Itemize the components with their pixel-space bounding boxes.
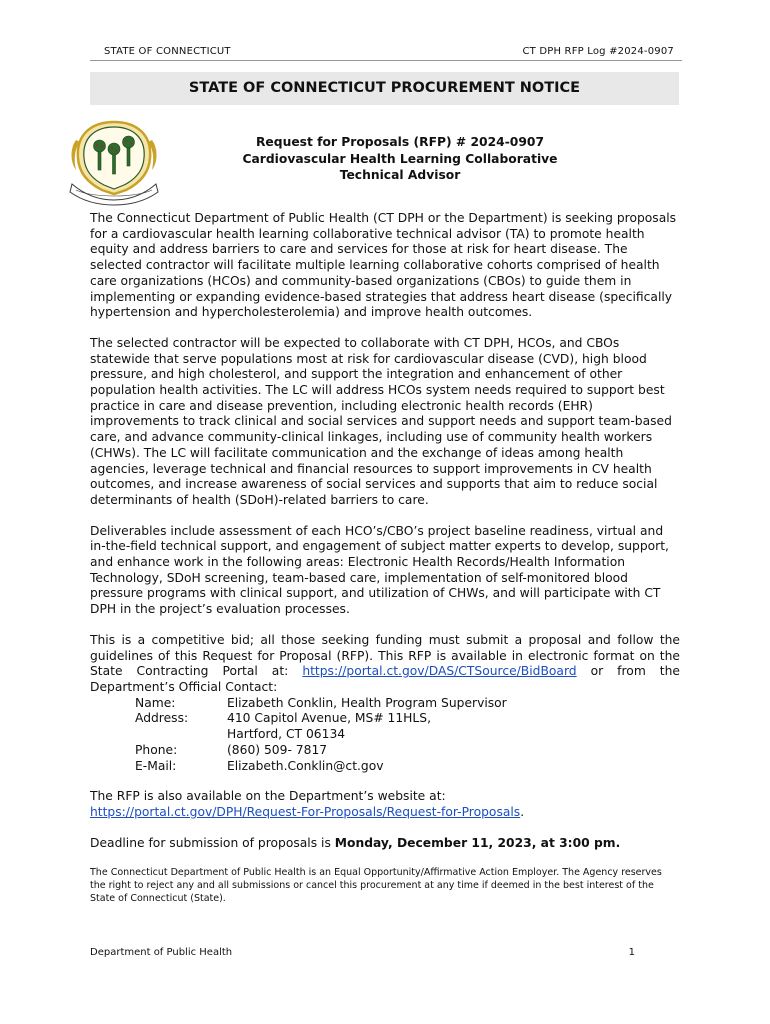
rfp-subject: Cardiovascular Health Learning Collaborative (242, 151, 558, 166)
contact-block (90, 696, 680, 775)
page-header (90, 46, 682, 60)
contact-address-line2: Hartford, CT 06134 (227, 727, 346, 742)
page-footer (90, 947, 635, 958)
contact-name: Elizabeth Conklin, Health Program Supervisor (227, 695, 507, 710)
dph-rfp-link[interactable]: https://portal.ct.gov/DPH/Request-For-Proposals/Request-for-Proposals (90, 804, 521, 819)
header-left: STATE OF CONNECTICUT (104, 46, 231, 57)
header-rule (90, 60, 682, 61)
paragraph-intro: The Connecticut Department of Public Health (CT DPH or the Department) is seeking proposals for a cardiovascular health learning collaborative technical advisor (TA) to promote health equity and address barriers to care and services for those at risk for heart disease. The selected contractor will facilitate multiple learning collaborative cohorts comprised of health care organizations (HCOs) and community-based organizations (CBOs) to guide them in implementing or expanding evidence-based strategies that address heart disease (specifically hypertension and hypercholesterolemia) and improve health outcomes. (90, 211, 677, 320)
notice-title: STATE OF CONNECTICUT PROCUREMENT NOTICE (90, 72, 679, 105)
contact-label: Phone: (135, 742, 178, 757)
paragraph-deadline (90, 836, 680, 852)
deadline-date: Monday, December 11, 2023, at 3:00 pm. (334, 835, 621, 850)
paragraph-deliverables: Deliverables include assessment of each HCO’s/CBO’s project baseline readiness, virtual and in-the-field technical support, and engagement of subject matter experts to develop, support, and enhance work in the following areas: Electronic Health Records/Health Information Technology, SDoH screening, team-based care, implementation of self-monitored blood pressure programs with clinical support, and utilization of CHWs, and will participate with CT DPH in the project’s evaluation processes. (90, 523, 669, 617)
notice-body (90, 211, 680, 920)
rfp-role: Technical Advisor (339, 168, 461, 182)
contact-label: Name: (135, 695, 176, 710)
contact-row-name (90, 696, 680, 712)
eeo-disclaimer: The Connecticut Department of Public Health is an Equal Opportunity/Affirmative Action Employer. The Agency reserves the right to reject any and all submissions or cancel this procurement at any time if deemed in the best interest of the State of Connecticut (State). (90, 867, 662, 905)
bid-text-after: or from the Department’s Official Contact: (90, 664, 680, 694)
page-number: 1 (628, 947, 635, 958)
contact-phone: (860) 509- 7817 (227, 742, 328, 757)
deadline-text: Deadline for submission of proposals is (90, 835, 335, 850)
paragraph-bid (90, 633, 680, 696)
header-right: CT DPH RFP Log #2024-0907 (522, 46, 674, 57)
contact-label: Address: (135, 711, 189, 726)
contact-row-address (90, 711, 680, 727)
contact-label: E-Mail: (135, 758, 177, 773)
website-period: . (520, 804, 525, 819)
contact-email: Elizabeth.Conklin@ct.gov (227, 758, 384, 773)
bid-text: This is a competitive bid; all those seeking funding must submit a proposal and follow the guidelines of this Request for Proposal (RFP). This RFP is available in electronic format on the State Contracting Portal at: (90, 632, 680, 679)
paragraph-scope: The selected contractor will be expected to collaborate with CT DPH, HCOs, and CBOs statewide that serve populations most at risk for cardiovascular disease (CVD), high blood pressure, and high cholesterol, and support the integration and enhancement of other population health activities. The LC will address HCOs system needs required to support best practice in care and disease prevention, including electronic health records (EHR) improvements to track clinical and social services and support needs and support team-based care, and advance community-clinical linkages, including use of community health workers (CHWs). The LC will facilitate communication and the exchange of ideas among health agencies, leverage technical and financial resources to support improvements in CV health outcomes, and increase awareness of social services and supports that aim to reduce social determinants of health (SDoH)-related barriers to care. (90, 335, 672, 507)
bidboard-link[interactable]: https://portal.ct.gov/DAS/CTSource/BidBoard (302, 664, 577, 679)
contact-row-email (90, 759, 680, 775)
ct-state-seal-icon (66, 118, 162, 206)
contact-row-phone (90, 743, 680, 759)
footer-department: Department of Public Health (90, 947, 233, 958)
rfp-number: Request for Proposals (RFP) # 2024-0907 (255, 135, 545, 149)
paragraph-website (90, 789, 680, 820)
website-text: The RFP is also available on the Department’s website at: (90, 789, 446, 804)
contact-address-line1: 410 Capitol Avenue, MS# 11HLS, (227, 711, 431, 726)
contact-row-address2 (90, 727, 680, 743)
rfp-title-block (200, 134, 600, 184)
